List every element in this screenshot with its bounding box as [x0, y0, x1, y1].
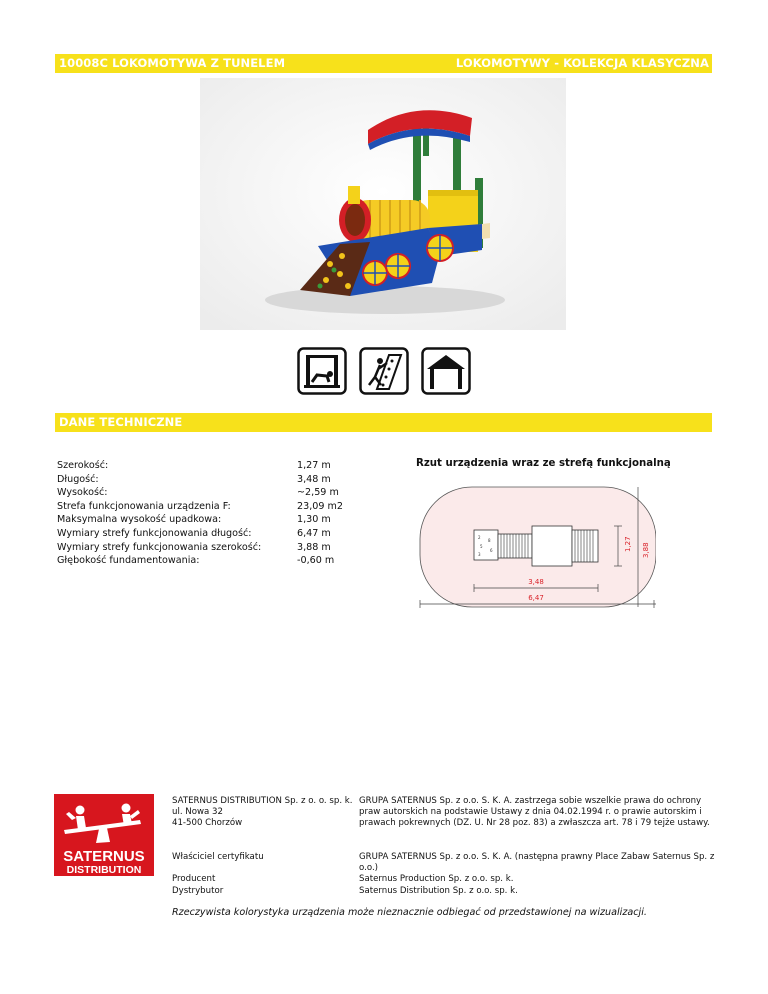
- producer-label: Producent: [172, 874, 216, 884]
- spec-label: Maksymalna wysokość upadkowa:: [57, 514, 222, 526]
- company-street: ul. Nowa 32: [172, 807, 223, 818]
- climb-icon: [359, 347, 409, 395]
- owner-label: Właściciel certyfikatu: [172, 852, 264, 862]
- spec-row: [57, 513, 357, 527]
- spec-row: [57, 541, 357, 555]
- dim-zone-length: 6,47: [528, 594, 544, 602]
- spec-value: 1,30 m: [297, 514, 331, 526]
- disclaimer: Rzeczywista kolorystyka urządzenia może nieznacznie odbiegać od przedstawionej na wizualizacji.: [172, 907, 647, 918]
- feature-icons: [297, 347, 471, 395]
- spec-value: 6,47 m: [297, 527, 331, 539]
- section-bar: [55, 413, 712, 432]
- collection-title: LOKOMOTYWY - KOLEKCJA KLASYCZNA: [455, 56, 709, 70]
- saternus-logo: [54, 794, 154, 876]
- dim-width: 1,27: [624, 536, 632, 552]
- spec-value: -0,60 m: [297, 555, 335, 567]
- plan-title: Rzut urządzenia wraz ze strefą funkcjonalną: [416, 458, 671, 469]
- svg-text:5: 5: [480, 544, 483, 549]
- spec-label: Głębokość fundamentowania:: [57, 555, 200, 567]
- svg-text:3: 3: [478, 552, 481, 557]
- producer-value: Saternus Production Sp. z o.o. sp. k.: [359, 874, 514, 884]
- distributor-value: Saternus Distribution Sp. z o.o. sp. k.: [359, 886, 518, 896]
- spec-label: Długość:: [57, 473, 99, 485]
- spec-label: Wymiary strefy funkcjonowania długość:: [57, 527, 252, 539]
- spec-row: [57, 554, 357, 568]
- distributor-label: Dystrybutor: [172, 886, 224, 896]
- owner-value: GRUPA SATERNUS Sp. z o.o. S. K. A. (następna prawny Place Zabaw Saternus Sp. z o.o.): [359, 852, 715, 874]
- product-title: 10008C LOKOMOTYWA Z TUNELEM: [59, 56, 286, 70]
- spec-label: Wysokość:: [57, 487, 108, 499]
- svg-text:6: 6: [490, 548, 493, 553]
- company-city: 41-500 Chorzów: [172, 818, 243, 829]
- specs-list: [57, 459, 357, 568]
- spec-value: 23,09 m2: [297, 500, 343, 512]
- spec-label: Szerokość:: [57, 460, 109, 471]
- logo-line1: SATERNUS: [63, 848, 145, 865]
- spec-value: 1,27 m: [297, 460, 331, 471]
- spec-value: ~2,59 m: [297, 487, 339, 499]
- spec-row: [57, 459, 357, 473]
- dim-zone-width: 3,88: [642, 542, 650, 558]
- dim-length: 3,48: [528, 578, 544, 586]
- spec-row: [57, 500, 357, 514]
- spec-row: [57, 473, 357, 487]
- section-title: DANE TECHNICZNE: [59, 415, 183, 429]
- spec-row: [57, 527, 357, 541]
- company-name: SATERNUS DISTRIBUTION Sp. z o. o. sp. k.: [172, 796, 353, 806]
- product-image: [200, 78, 566, 330]
- spec-value: 3,88 m: [297, 541, 331, 553]
- spec-label: Strefa funkcjonowania urządzenia F:: [57, 500, 231, 512]
- roof-icon: [421, 347, 471, 395]
- plan-diagram: [404, 484, 656, 616]
- copyright-text: GRUPA SATERNUS Sp. z o.o. S. K. A. zastrzega sobie wszelkie prawa do ochrony praw autorskich na podstawie Ustawy z dnia 04.02.1994 r. o prawie autorskim i prawach pokrewnych (DZ. U. Nr 28 poz. 83) a zwłaszcza art. 78 i 79 tejże ustawy.: [359, 796, 710, 829]
- spec-row: [57, 486, 357, 500]
- spec-value: 3,48 m: [297, 473, 331, 485]
- spec-label: Wymiary strefy funkcjonowania szerokość:: [57, 541, 262, 553]
- svg-text:2: 2: [478, 535, 481, 540]
- logo-line2: DISTRIBUTION: [66, 864, 142, 876]
- svg-text:8: 8: [488, 538, 491, 543]
- crawl-icon: [297, 347, 347, 395]
- header-bar: [55, 54, 712, 73]
